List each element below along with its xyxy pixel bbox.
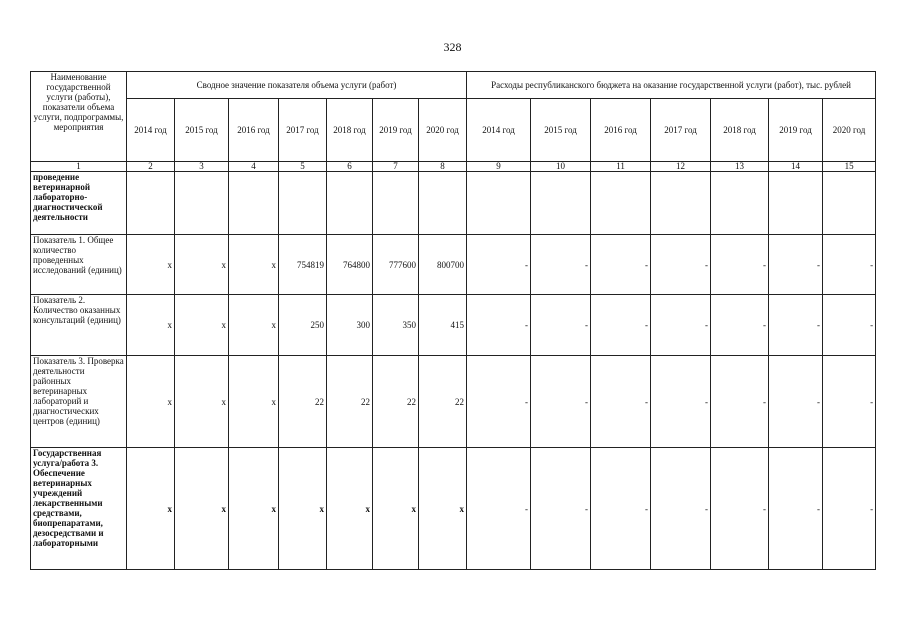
cell-value: 800700 [419, 235, 467, 295]
cell-value: - [467, 295, 531, 356]
row-label: Показатель 3. Проверка деятельности районных ветеринарных лабораторий и диагностических центров (единиц) [31, 356, 127, 448]
table-row-indicator-1 [31, 235, 876, 295]
cell-value: 22 [327, 356, 373, 448]
cell-value [229, 172, 279, 235]
cell-value: - [711, 295, 769, 356]
cell-value: x [175, 295, 229, 356]
cell-value: x [127, 356, 175, 448]
cell-value: 22 [373, 356, 419, 448]
cell-value [711, 172, 769, 235]
cell-value: x [127, 295, 175, 356]
column-number: 14 [769, 162, 823, 172]
column-number-row [31, 162, 876, 172]
cell-value: - [591, 356, 651, 448]
table-row-indicator-3 [31, 356, 876, 448]
column-number: 2 [127, 162, 175, 172]
cell-value: 22 [279, 356, 327, 448]
cell-value: x [229, 235, 279, 295]
cell-value: - [467, 356, 531, 448]
cell-value: - [769, 295, 823, 356]
cell-value: x [327, 448, 373, 570]
cell-value: 415 [419, 295, 467, 356]
year-header: 2014 год [467, 99, 531, 162]
year-header: 2020 год [823, 99, 876, 162]
cell-value: x [229, 356, 279, 448]
cell-value: - [651, 235, 711, 295]
column-number: 1 [31, 162, 127, 172]
cell-value: - [651, 448, 711, 570]
column-number: 7 [373, 162, 419, 172]
cell-value [531, 172, 591, 235]
cell-value [651, 172, 711, 235]
cell-value: - [531, 356, 591, 448]
cell-value: x [279, 448, 327, 570]
header-expenses-group: Расходы республиканского бюджета на оказание государственной услуги (работ), тыс. рублей [467, 72, 876, 99]
cell-value [823, 172, 876, 235]
header-volume-group: Сводное значение показателя объема услуги (работ) [127, 72, 467, 99]
year-header: 2020 год [419, 99, 467, 162]
row-label: проведение ветеринарной лабораторно-диагностической деятельности [31, 172, 127, 235]
year-header: 2014 год [127, 99, 175, 162]
cell-value: - [711, 235, 769, 295]
cell-value: - [823, 235, 876, 295]
cell-value [373, 172, 419, 235]
year-header: 2018 год [327, 99, 373, 162]
cell-value [769, 172, 823, 235]
cell-value: - [769, 448, 823, 570]
year-header: 2017 год [279, 99, 327, 162]
cell-value: x [127, 448, 175, 570]
table-row-lab-diagnostics [31, 172, 876, 235]
column-number: 6 [327, 162, 373, 172]
cell-value: x [229, 295, 279, 356]
cell-value: - [651, 356, 711, 448]
cell-value: - [531, 295, 591, 356]
row-label: Показатель 2. Количество оказанных консультаций (единиц) [31, 295, 127, 356]
cell-value: - [711, 448, 769, 570]
year-header: 2018 год [711, 99, 769, 162]
header-name-column: Наименование государственной услуги (работы), показатели объема услуги, подпрограммы, мероприятия [31, 72, 127, 162]
cell-value: x [419, 448, 467, 570]
column-number: 9 [467, 162, 531, 172]
row-label: Показатель 1. Общее количество проведенных исследований (единиц) [31, 235, 127, 295]
cell-value [175, 172, 229, 235]
cell-value: x [373, 448, 419, 570]
cell-value: - [591, 235, 651, 295]
column-number: 5 [279, 162, 327, 172]
cell-value: x [175, 356, 229, 448]
year-header: 2017 год [651, 99, 711, 162]
cell-value: x [229, 448, 279, 570]
cell-value: 350 [373, 295, 419, 356]
cell-value: - [823, 356, 876, 448]
cell-value: - [823, 295, 876, 356]
cell-value: - [591, 448, 651, 570]
cell-value: x [175, 235, 229, 295]
cell-value: 22 [419, 356, 467, 448]
column-number: 10 [531, 162, 591, 172]
cell-value: x [127, 235, 175, 295]
cell-value: 300 [327, 295, 373, 356]
cell-value: - [467, 448, 531, 570]
page-number: 328 [443, 40, 462, 54]
cell-value: - [531, 448, 591, 570]
cell-value: 764800 [327, 235, 373, 295]
column-number: 8 [419, 162, 467, 172]
cell-value: - [823, 448, 876, 570]
cell-value: 250 [279, 295, 327, 356]
cell-value: - [769, 235, 823, 295]
year-header: 2015 год [175, 99, 229, 162]
column-number: 15 [823, 162, 876, 172]
cell-value [327, 172, 373, 235]
row-label: Государственная услуга/работа 3. Обеспечение ветеринарных учреждений лекарственными средствами, биопрепаратами, дезосредствами и лабораторными [31, 448, 127, 570]
column-number: 11 [591, 162, 651, 172]
cell-value: - [651, 295, 711, 356]
cell-value [419, 172, 467, 235]
cell-value: - [711, 356, 769, 448]
column-number: 3 [175, 162, 229, 172]
cell-value [279, 172, 327, 235]
year-header: 2019 год [769, 99, 823, 162]
cell-value: - [467, 235, 531, 295]
header-row-groups [31, 72, 876, 99]
year-header: 2015 год [531, 99, 591, 162]
budget-table [30, 71, 876, 570]
cell-value: - [769, 356, 823, 448]
table-row-service-3 [31, 448, 876, 570]
cell-value [591, 172, 651, 235]
column-number: 12 [651, 162, 711, 172]
year-header: 2016 год [591, 99, 651, 162]
cell-value: x [175, 448, 229, 570]
cell-value: - [591, 295, 651, 356]
table-row-indicator-2 [31, 295, 876, 356]
year-header: 2019 год [373, 99, 419, 162]
column-number: 4 [229, 162, 279, 172]
cell-value: - [531, 235, 591, 295]
header-row-years [31, 99, 876, 162]
cell-value: 777600 [373, 235, 419, 295]
column-number: 13 [711, 162, 769, 172]
year-header: 2016 год [229, 99, 279, 162]
cell-value: 754819 [279, 235, 327, 295]
cell-value [467, 172, 531, 235]
cell-value [127, 172, 175, 235]
